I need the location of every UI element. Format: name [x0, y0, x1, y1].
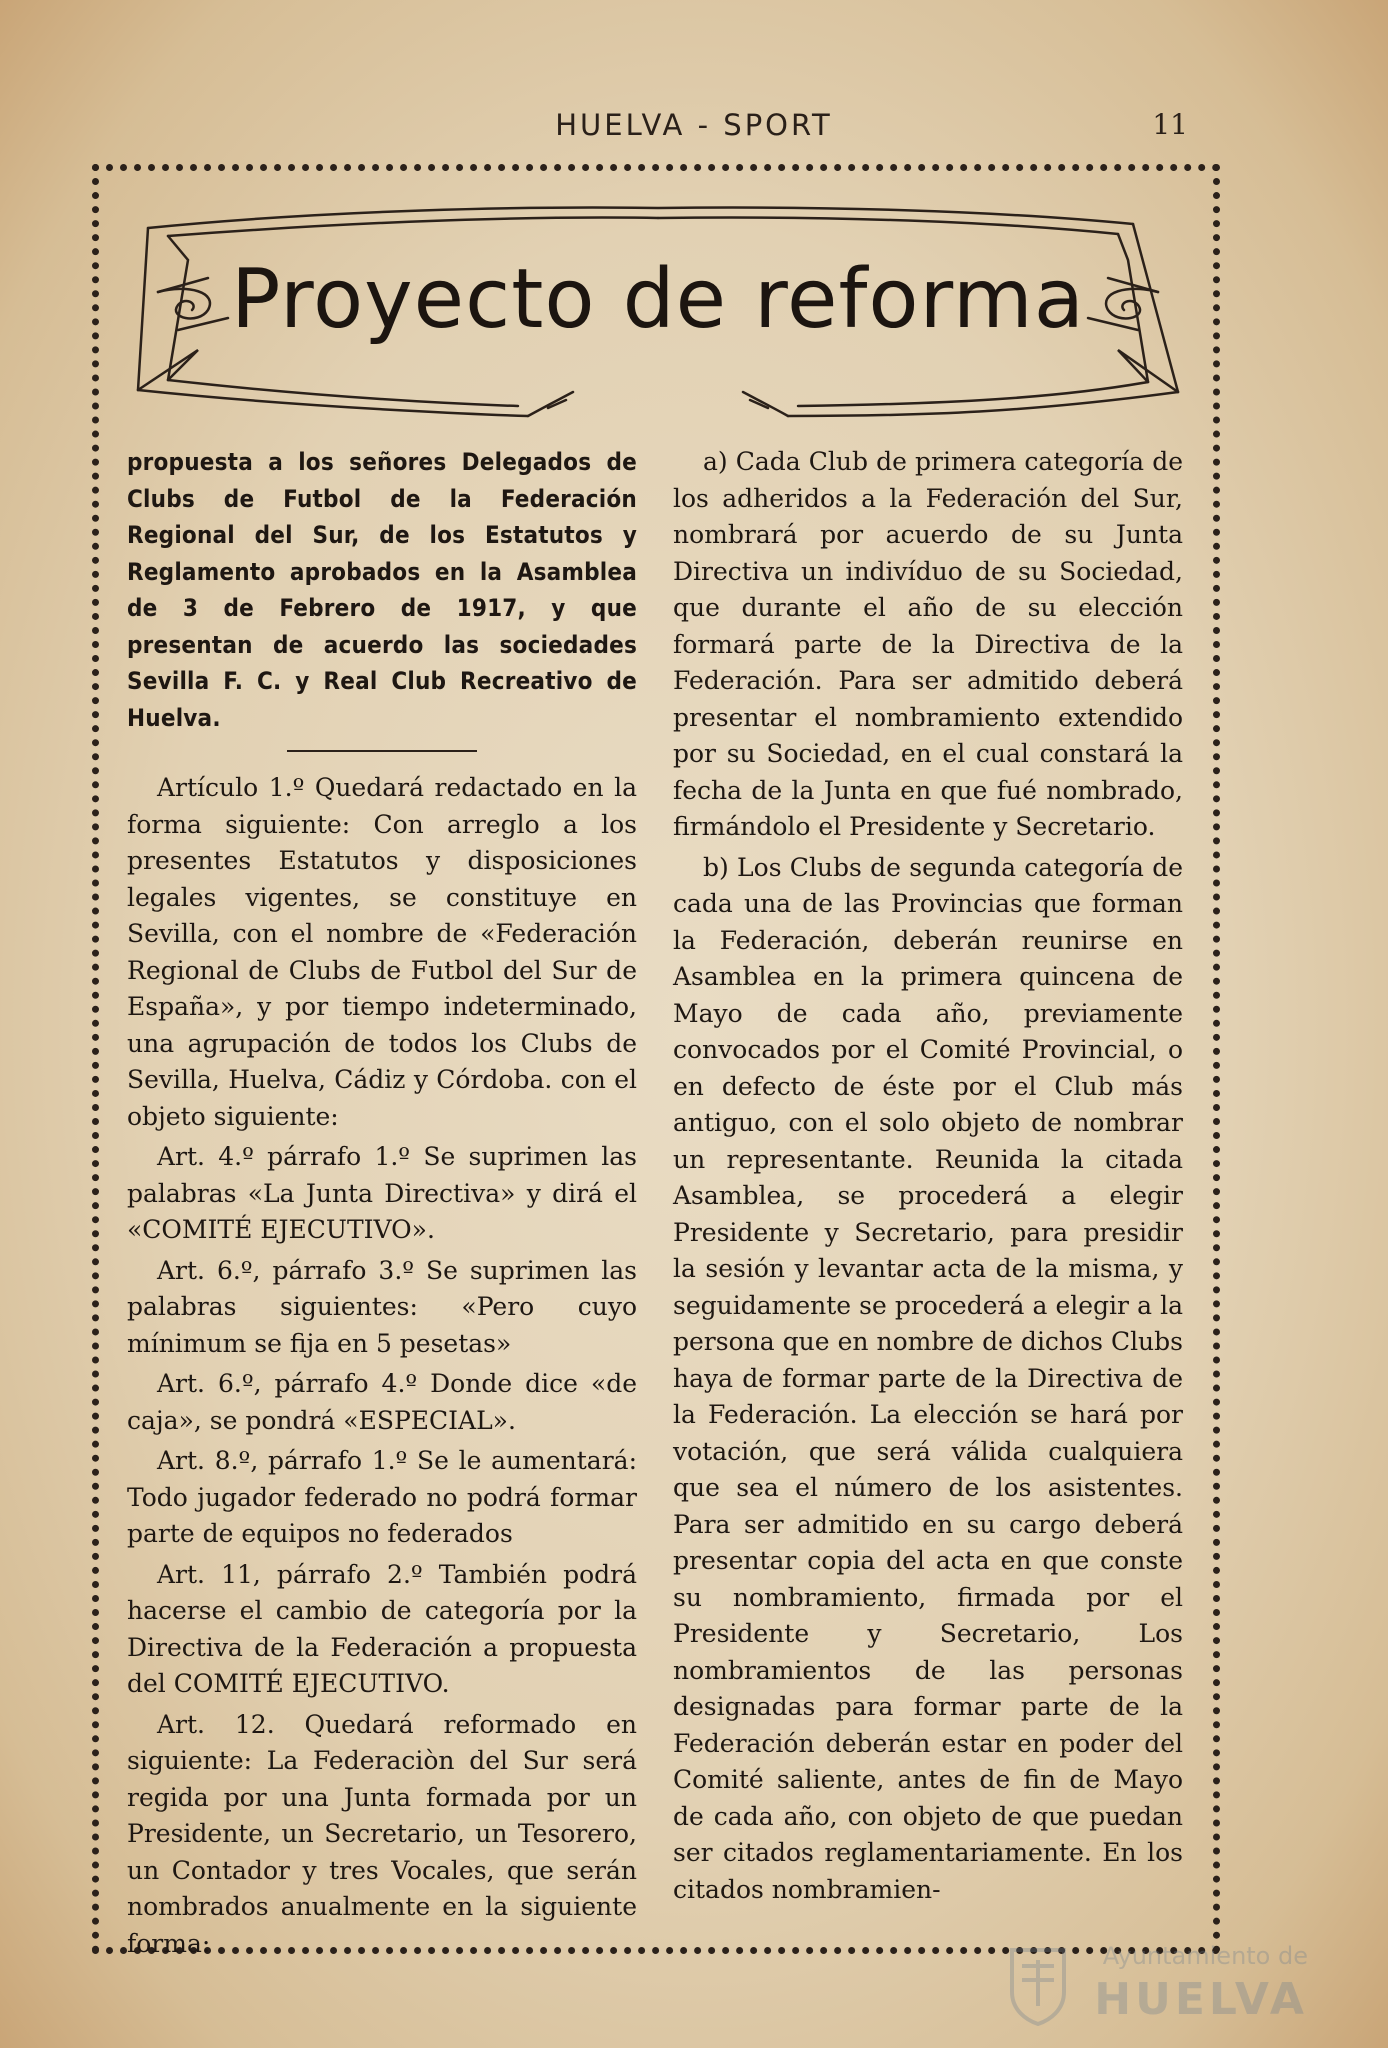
article-paragraph: Art. 8.º, párrafo 1.º Se le aumentará: Todo jugador federado no podrá formar parte de equipos no federados [127, 1446, 637, 1548]
article-paragraph: Art. 6.º, párrafo 3.º Se suprimen las palabras siguientes: «Pero cuyo mínimum se fija en 5 pesetas» [127, 1255, 637, 1358]
section-divider [287, 750, 477, 752]
running-header [0, 108, 1388, 148]
archive-watermark [1008, 1938, 1308, 2038]
left-column [127, 444, 637, 1966]
article-paragraph: Art. 11, párrafo 2.º También podrá hacerse el cambio de categoría por la Directiva de la Federación a propuesta del COMITÉ EJECUTIVO. [127, 1559, 637, 1698]
article-paragraph: Artículo 1.º Quedará redactado en la forma siguiente: Con arreglo a los presentes Estatutos y disposiciones legales vigentes, se constituye en Sevilla, con el nombre de «Federación Regional de Clubs de Futbol del Sur de España», y por tiempo indeterminado, una agrupación de todos los Clubs de Sevilla, Huelva, Cádiz y Córdoba. con el objeto siguiente: [127, 773, 637, 1131]
watermark-line2: HUELVA [1094, 1974, 1308, 2025]
article-paragraph: b) Los Clubs de segunda categoría de cada una de las Provincias que forman la Federación, deberán reunirse en Asamblea en la primera quincena de Mayo de cada año, previamente convocados por el Comité Provincial, o en defecto de éste por el Club más antiguo, con el solo objeto de nombrar un representante. Reunida la citada Asamblea, se procederá a elegir Presidente y Secretario, para presidir la sesión y levantar acta de la misma, y seguidamente se procederá a elegir a la persona que en nombre de dichos Clubs haya de formar parte de la Directiva de la Federación. La elección se hará por votación, que será válida cualquiera que sea el número de los asistentes. Para ser admitido en su cargo deberá presentar copia del acta en que conste su nombramiento, firmada por el Presidente y Secretario, Los nombramientos de las personas designadas para formar parte de la Federación deberán estar en poder del Comité saliente, antes de fin de Mayo de cada año, con objeto de que puedan ser citados reglamentariamente. En los citados nombramien- [673, 852, 1183, 1904]
article-paragraph: a) Cada Club de primera categoría de los adheridos a la Federación del Sur, nombrará por acuerdo de su Junta Directiva un indivíduo de su Sociedad, que durante el año de su elección formará parte de la Directiva de la Federación. Para ser admitido deberá presentar el nombramiento extendido por su Sociedad, en el cual constará la fecha de la Junta en que fué nombrado, firmándolo el Presidente y Secretario. [673, 447, 1183, 841]
article-paragraph: Art. 4.º párrafo 1.º Se suprimen las palabras «La Junta Directiva» y dirá el «COMITÉ EJECUTIVO». [127, 1142, 637, 1244]
article-paragraph: Art. 6.º, párrafo 4.º Donde dice «de caja», se pondrá «ESPECIAL». [127, 1369, 637, 1435]
right-column [673, 444, 1183, 1912]
article-title: Proyecto de reforma [231, 252, 1085, 347]
publication-title: HUELVA - SPORT [555, 108, 833, 142]
page-number: 11 [1152, 108, 1188, 141]
watermark-line1: Ayuntamiento de [1102, 1942, 1308, 1970]
article-paragraph: Art. 12. Quedará reformado en siguiente: La Federaciòn del Sur será regida por una Junta formada por un Presidente, un Secretario, un Tesorero, un Contador y tres Vocales, que serán nombrados anualmente en la siguiente forma: [127, 1709, 637, 1958]
title-banner [128, 200, 1188, 430]
shield-icon [1008, 1946, 1068, 2026]
intro-paragraph: propuesta a los señores Delegados de Clubs de Futbol de la Federación Regional del Sur, de los Estatutos y Reglamento aprobados en la Asamblea de 3 de Febrero de 1917, y que presentan de acuerdo las sociedades Sevilla F. C. y Real Club Recreativo de Huelva. [127, 448, 637, 732]
